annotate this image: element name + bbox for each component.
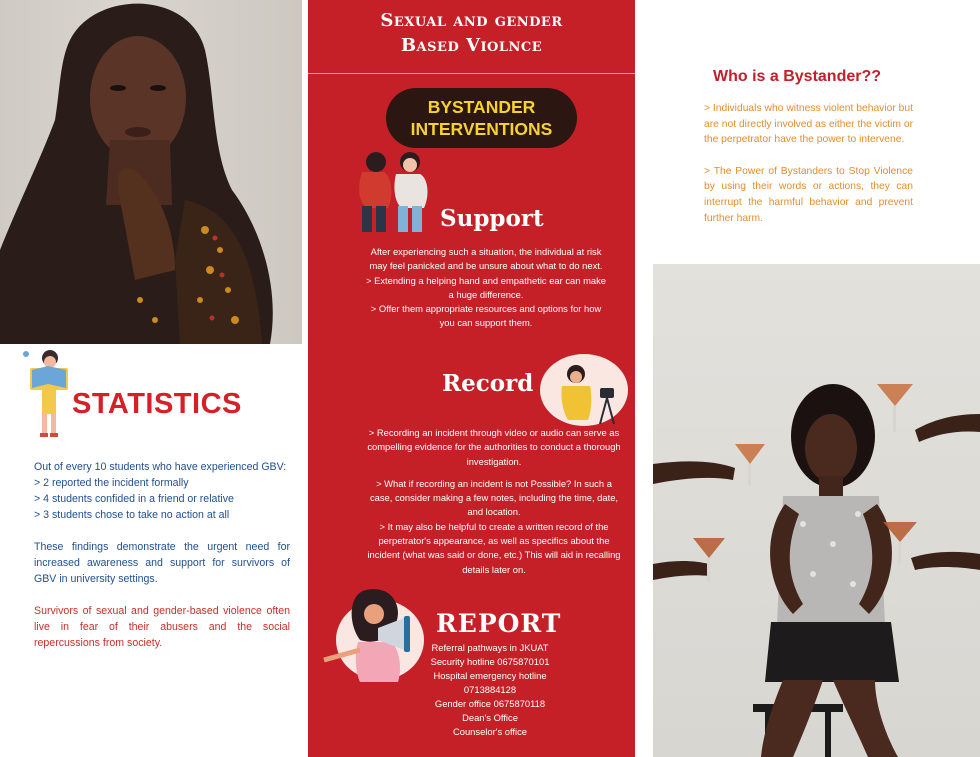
photo-woman-headscarf	[0, 0, 302, 344]
report-line: Gender office 0675870118	[434, 698, 546, 709]
report-line: Dean's Office	[462, 712, 518, 723]
statistics-intro: Out of every 10 students who have experienced GBV:	[34, 461, 287, 473]
badge-line2: INTERVENTIONS	[410, 119, 553, 139]
record-paragraph: > Recording an incident through video or audio can serve as compelling evidence for the authorities to conduct a thorough investigation.	[367, 427, 621, 467]
record-paragraph: > It may also be helpful to create a written record of the perpetrator's appearance, as well as specifics about the incident (what was said or done, etc.) This will aid in recalling details later on.	[367, 520, 621, 575]
bystander-interventions-badge	[386, 88, 577, 148]
report-line: Security hotline 0675870101	[430, 656, 550, 667]
bystander-paragraph: > The Power of Bystanders to Stop Violence by using their words or actions, they can interrupt the harmful behavior and prevent further harm.	[704, 165, 913, 224]
photo-woman-with-glasses	[653, 264, 980, 757]
middle-panel	[308, 0, 635, 757]
record-text	[364, 426, 624, 577]
report-line: Counselor's office	[452, 726, 528, 737]
support-paragraph: After experiencing such a situation, the individual at risk may feel panicked and be unsure about what to do next.	[369, 246, 603, 272]
report-line: 0713884128	[463, 684, 517, 695]
statistics-item: > 4 students confided in a friend or relative	[34, 493, 234, 505]
report-line: Hospital emergency hotline	[433, 670, 547, 681]
bystander-paragraph: > Individuals who witness violent behavior but are not directly involved as either the victim or the perpetrator have the power to intervene.	[704, 103, 913, 146]
report-text	[418, 641, 562, 739]
bystander-title: Who is a Bystander??	[713, 68, 882, 85]
statistics-text	[34, 459, 290, 651]
statistics-item: > 2 reported the incident formally	[34, 477, 189, 489]
support-text	[366, 245, 606, 331]
support-illustration	[348, 150, 440, 236]
record-title: Record	[442, 370, 534, 397]
support-paragraph: > Extending a helping hand and empathetic ear can make a huge difference.	[366, 274, 607, 300]
reading-student-illustration	[22, 348, 72, 440]
page-title-line2: Based Violnce	[400, 35, 543, 56]
report-megaphone-illustration	[308, 584, 428, 684]
badge-line1: BYSTANDER	[427, 97, 536, 117]
bystander-text	[704, 101, 913, 226]
statistics-findings: These findings demonstrate the urgent need for increased awareness and support for survivors of GBV in university settings.	[34, 541, 290, 585]
support-paragraph: > Offer them appropriate resources and options for how you can support them.	[370, 303, 602, 329]
support-title: Support	[440, 205, 544, 232]
page-title	[308, 8, 635, 58]
statistics-survivors: Survivors of sexual and gender-based violence often live in fear of their abusers and the social repercussions from society.	[34, 605, 290, 649]
statistics-title: STATISTICS	[72, 388, 242, 420]
title-divider	[308, 73, 635, 74]
report-line: Referral pathways in JKUAT	[431, 642, 549, 653]
statistics-item: > 3 students chose to take no action at all	[34, 509, 230, 521]
record-illustration	[536, 350, 628, 428]
report-title: REPORT	[436, 609, 562, 638]
record-paragraph: > What if recording an incident is not Possible? In such a case, consider making a few notes, including the time, date, and location.	[369, 477, 619, 518]
page-title-line1: Sexual and gender	[380, 10, 563, 31]
